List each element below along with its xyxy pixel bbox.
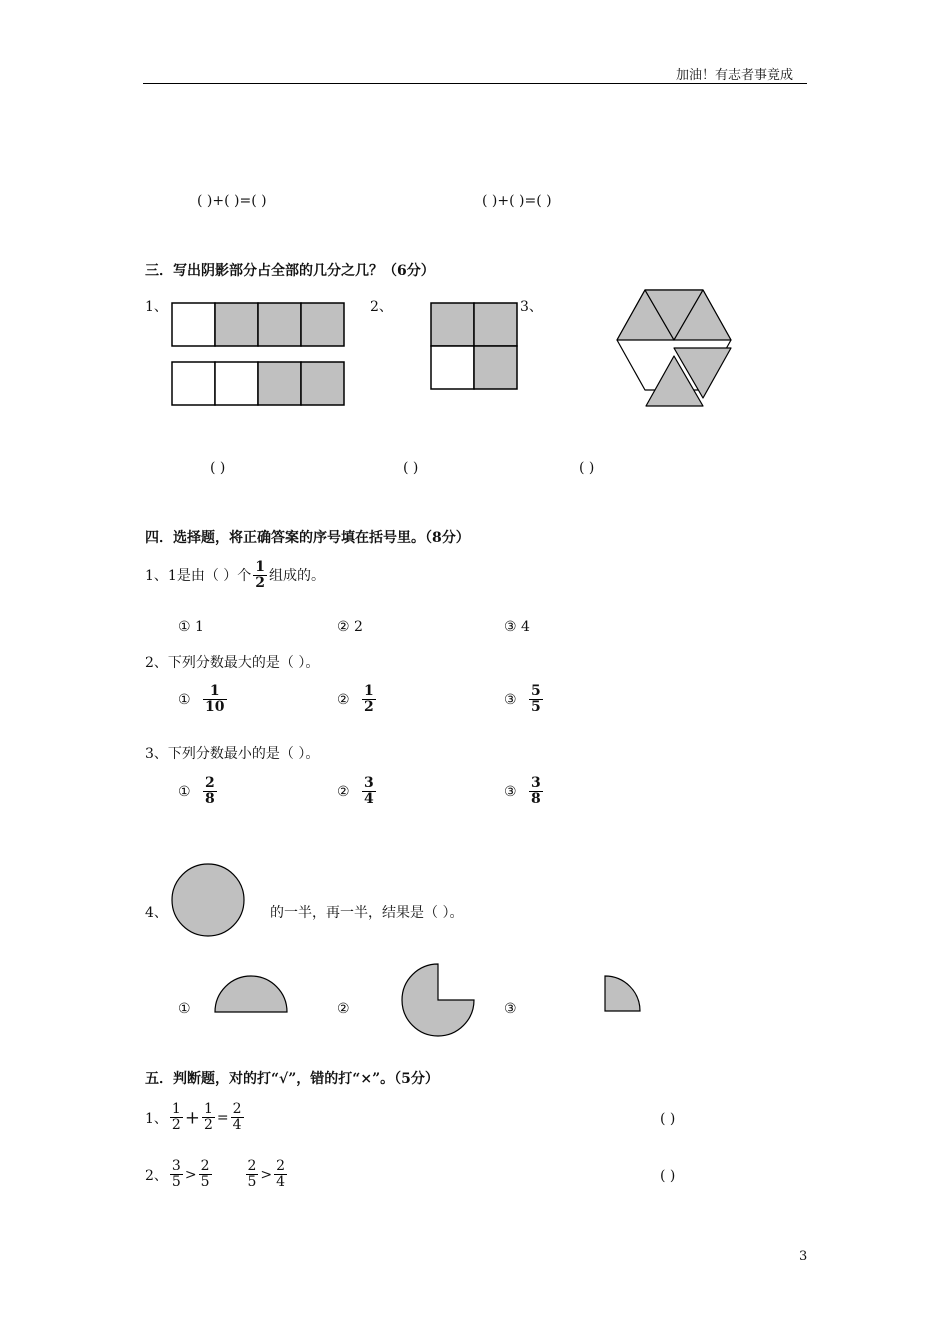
s4-q4-mark-2: ②: [337, 1001, 350, 1017]
page-number: 3: [799, 1249, 808, 1264]
s4-q1-option-2: ② 2: [337, 619, 363, 635]
fraction-denominator: 2: [203, 1117, 213, 1134]
fraction-numerator: 2: [247, 1158, 257, 1174]
fraction-numerator: 1: [209, 683, 220, 699]
option-mark: ①: [178, 783, 191, 800]
option-mark: ②: [337, 691, 350, 708]
equals-sign: =: [216, 1109, 229, 1126]
fraction-denominator: 2: [171, 1117, 181, 1134]
fraction-denominator: 5: [247, 1174, 257, 1191]
option-mark: ②: [337, 783, 350, 800]
s4-q2-option-1: [178, 684, 229, 716]
fraction: [246, 1159, 259, 1191]
s3-label-2: 2、: [370, 299, 393, 315]
s4-q2-text: 2、下列分数最大的是（ ）。: [145, 655, 320, 671]
s4-q1-option-3: ③ 4: [504, 619, 530, 635]
option-fraction: [362, 776, 376, 808]
s5-q1: [145, 1102, 246, 1134]
half-circle: [214, 975, 290, 1015]
fraction: [170, 1102, 183, 1134]
s4-q3-text: 3、下列分数最小的是（ ）。: [145, 746, 320, 762]
fraction-numerator: 2: [276, 1158, 286, 1174]
fraction-denominator: 5: [531, 699, 541, 716]
fraction-denominator: 4: [276, 1174, 286, 1191]
fraction-numerator: 1: [255, 559, 266, 575]
s3-label-1: 1、: [145, 299, 168, 315]
s4-q3-option-2: [337, 776, 378, 808]
s3-answer-2: ( ): [403, 460, 419, 476]
section4-title: 四．选择题，将正确答案的序号填在括号里。（8分）: [145, 530, 470, 546]
fraction-numerator: 3: [171, 1158, 181, 1174]
s4-q4-label: 4、: [145, 905, 168, 921]
s3-label-3: 3、: [520, 299, 543, 315]
fraction-denominator: 10: [205, 699, 225, 716]
section5-title: 五．判断题，对的打“√”，错的打“×”。（5分）: [145, 1071, 439, 1087]
fraction-denominator: 5: [200, 1174, 210, 1191]
option-fraction: [362, 684, 376, 716]
fraction: [231, 1102, 244, 1134]
s5-q1-label: 1、: [145, 1110, 168, 1127]
fraction-numerator: 2: [232, 1101, 242, 1117]
fraction: [170, 1159, 183, 1191]
fraction-numerator: 1: [203, 1101, 213, 1117]
greater-than-sign: >: [184, 1166, 197, 1183]
section3-title: 三．写出阴影部分占全部的几分之几？（6分）: [145, 263, 435, 279]
s5-q1-bracket: ( ): [660, 1111, 676, 1127]
s3-answer-1: ( ): [210, 460, 226, 476]
header-motto: 加油！有志者事竟成: [676, 68, 794, 83]
fraction-denominator: 2: [255, 575, 266, 592]
fraction-numerator: 1: [364, 683, 374, 699]
s4-q4-mark-3: ③: [504, 1001, 517, 1017]
s4-q1-option-1: ① 1: [178, 619, 204, 635]
option-mark: ③: [504, 783, 517, 800]
three-quarter-circle: [401, 963, 477, 1039]
fraction-numerator: 3: [364, 775, 374, 791]
fraction-numerator: 2: [205, 775, 215, 791]
full-circle: [171, 863, 247, 939]
equation-left: ( )+( )=( ): [197, 193, 267, 209]
square-figure: [430, 302, 518, 390]
hexagon-figure: [615, 288, 735, 410]
s5-q2: [145, 1159, 289, 1191]
fraction-denominator: 8: [531, 791, 541, 808]
fraction-denominator: 8: [205, 791, 215, 808]
fraction-numerator: 2: [200, 1158, 210, 1174]
fraction: [274, 1159, 287, 1191]
fraction-numerator: 3: [531, 775, 541, 791]
option-fraction: [529, 776, 543, 808]
plus-sign: +: [184, 1107, 200, 1129]
option-fraction: [203, 776, 217, 808]
s4-q1: [145, 560, 325, 592]
s3-answer-3: ( ): [579, 460, 595, 476]
option-fraction: [529, 684, 543, 716]
fraction-numerator: 1: [171, 1101, 181, 1117]
fraction: [199, 1159, 212, 1191]
quarter-circle: [604, 975, 644, 1015]
greater-than-sign: >: [260, 1166, 273, 1183]
fraction-denominator: 4: [364, 791, 374, 808]
s4-q3-option-1: [178, 776, 219, 808]
fraction: [202, 1102, 215, 1134]
s4-q1-prefix: 1、1是由（ ）个: [145, 567, 252, 584]
s5-q2-label: 2、: [145, 1167, 168, 1184]
fraction-denominator: 2: [364, 699, 374, 716]
s4-q1-fraction: [253, 560, 267, 592]
fraction-denominator: 4: [232, 1117, 242, 1134]
s4-q4-text: 的一半，再一半，结果是（ ）。: [270, 905, 464, 921]
s4-q4-mark-1: ①: [178, 1001, 191, 1017]
header-rule: [143, 83, 807, 84]
s4-q2-option-3: [504, 684, 545, 716]
s5-q2-bracket: ( ): [660, 1168, 676, 1184]
s4-q2-option-2: [337, 684, 378, 716]
option-mark: ①: [178, 691, 191, 708]
fraction-numerator: 5: [531, 683, 541, 699]
option-fraction: [203, 684, 226, 716]
s4-q3-option-3: [504, 776, 545, 808]
option-mark: ③: [504, 691, 517, 708]
fraction-denominator: 5: [171, 1174, 181, 1191]
bar-figures: [172, 302, 346, 407]
equation-right: ( )+( )=( ): [482, 193, 552, 209]
s4-q1-suffix: 组成的。: [269, 567, 326, 584]
